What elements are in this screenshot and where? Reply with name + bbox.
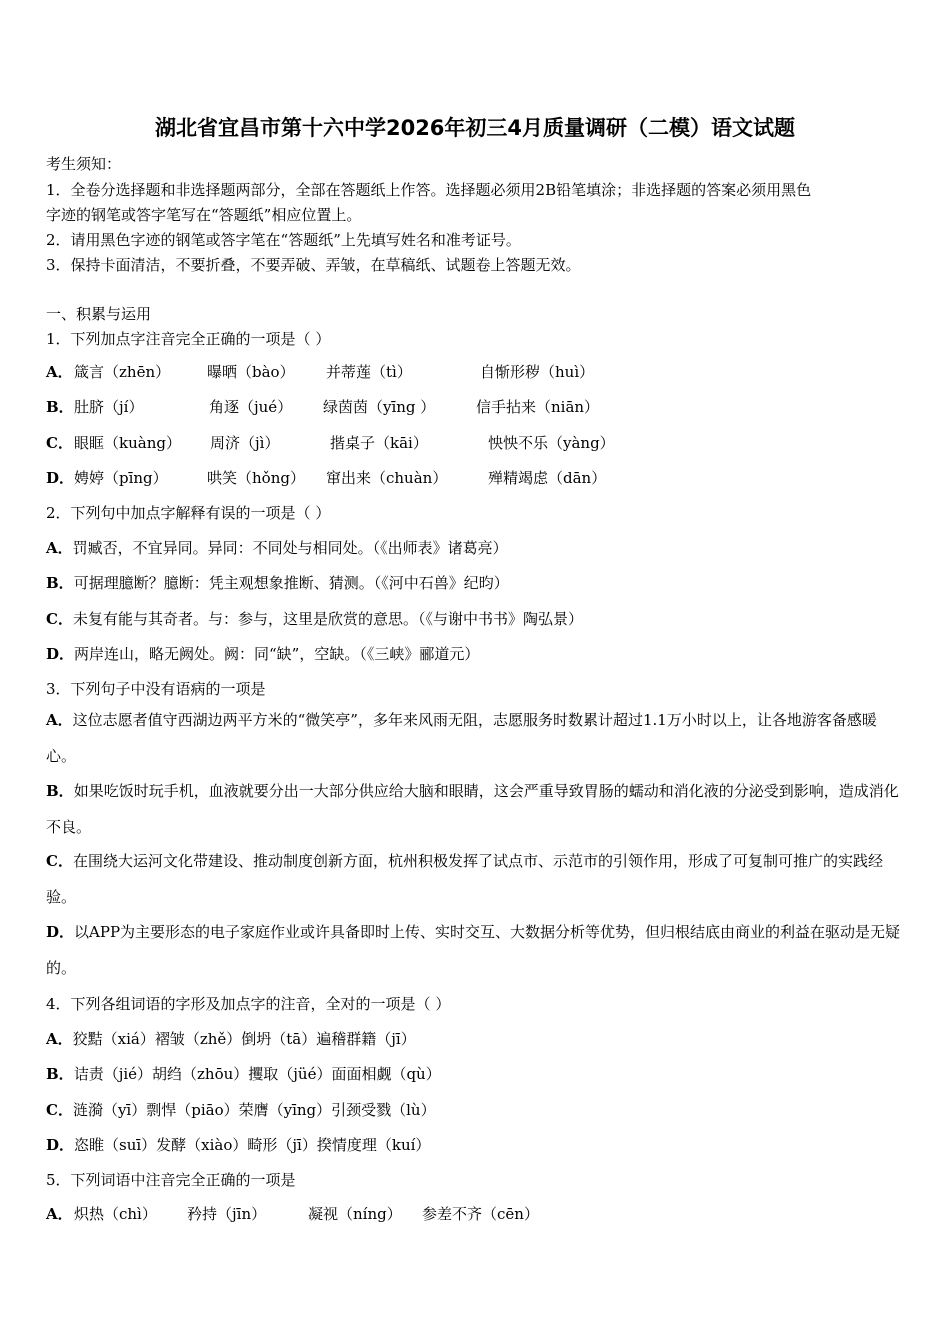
- q1-b-letter: B．: [46, 398, 74, 416]
- option-letter: D．: [46, 1136, 75, 1154]
- page-title: 湖北省宜昌市第十六中学2026年初三4月质量调研（二模）语文试题: [154, 116, 796, 140]
- q1-c-letter: C．: [46, 434, 73, 452]
- option-letter: B．: [46, 782, 74, 800]
- option-text: 狡黠（xiá）褶皱（zhě）倒坍（tā）遍稽群籍（jī）: [72, 1030, 416, 1048]
- q3-option-c: [46, 843, 906, 915]
- option-letter: A．: [46, 539, 73, 557]
- q1-d-word-1: 娉婷（pīng）: [74, 469, 168, 487]
- option-text: 可据理臆断？臆断：凭主观想象推断、猜测。（《河中石兽》纪昀）: [73, 574, 509, 592]
- q3-option-d: [46, 914, 906, 986]
- option-letter: D．: [46, 923, 75, 941]
- q4-option-b: [46, 1063, 441, 1084]
- q1-option-a: [46, 361, 595, 382]
- q1-stem: 1．下列加点字注音完全正确的一项是（ ）: [46, 330, 331, 348]
- q1-b-word-2: 角逐（jué）: [209, 398, 293, 416]
- option-letter: C．: [46, 1101, 73, 1119]
- option-letter: D．: [46, 645, 75, 663]
- q4-option-d: [46, 1134, 430, 1155]
- q5-a-word-4: 参差不齐（cēn）: [422, 1205, 539, 1223]
- q1-c-word-1: 眼眶（kuàng）: [74, 434, 181, 452]
- notice-item-3: 3．保持卡面清洁，不要折叠，不要弄破、弄皱，在草稿纸、试题卷上答题无效。: [46, 256, 581, 274]
- q1-b-word-1: 肚脐（jí）: [74, 398, 144, 416]
- option-letter: A．: [46, 711, 73, 729]
- notice-item-1: 1．全卷分选择题和非选择题两部分，全部在答题纸上作答。选择题必须用2B铅笔填涂；非选择题的答案必须用黑色: [46, 181, 812, 199]
- q1-c-word-4: 怏怏不乐（yàng）: [488, 434, 615, 452]
- q2-option-b: [46, 572, 509, 593]
- q1-d-word-3: 窜出来（chuàn）: [326, 469, 448, 487]
- q1-b-word-3: 绿茵茵（yīng ）: [323, 398, 436, 416]
- q1-b-word-4: 信手拈来（niān）: [476, 398, 600, 416]
- notice-item-2: 2．请用黑色字迹的钢笔或答字笔在“答题纸”上先填写姓名和准考证号。: [46, 231, 521, 249]
- q1-option-d: [46, 467, 607, 488]
- option-text: 未复有能与其奇者。与：参与，这里是欣赏的意思。（《与谢中书书》陶弘景）: [72, 610, 583, 628]
- option-text: 恣睢（suī）发酵（xiào）畸形（jī）揆情度理（kuí）: [74, 1136, 431, 1154]
- q1-option-c: [46, 432, 615, 453]
- q1-a-word-1: 箴言（zhēn）: [74, 363, 171, 381]
- q2-stem: 2．下列句中加点字解释有误的一项是（ ）: [46, 504, 331, 522]
- option-text: 这位志愿者值守西湖边两平方米的“微笑亭”，多年来风雨无阻，志愿服务时数累计超过1.1万小时以上，让各地游客备感暖心。: [46, 711, 877, 765]
- option-letter: B．: [46, 1065, 74, 1083]
- option-text: 罚臧否，不宜异同。异同：不同处与相同处。（《出师表》诸葛亮）: [72, 539, 508, 557]
- q1-d-word-2: 哄笑（hǒng）: [207, 469, 305, 487]
- q5-stem: 5．下列词语中注音完全正确的一项是: [46, 1171, 296, 1189]
- option-text: 两岸连山，略无阙处。阙：同“缺”，空缺。（《三峡》郦道元）: [74, 645, 480, 663]
- q1-a-word-4: 自惭形秽（huì）: [480, 363, 595, 381]
- q1-c-word-2: 周济（jì）: [210, 434, 280, 452]
- option-letter: B．: [46, 574, 74, 592]
- q1-a-letter: A．: [46, 363, 73, 381]
- q4-stem: 4．下列各组词语的字形及加点字的注音，全对的一项是（ ）: [46, 995, 451, 1013]
- option-letter: A．: [46, 1030, 73, 1048]
- q1-d-word-4: 殚精竭虑（dān）: [488, 469, 607, 487]
- section-heading: 一、积累与运用: [46, 305, 152, 323]
- q5-option-a: [46, 1203, 539, 1224]
- q1-c-word-3: 揩桌子（kāi）: [330, 434, 428, 452]
- option-text: 以APP为主要形态的电子家庭作业或许具备即时上传、实时交互、大数据分析等优势，但归根结底由商业的利益在驱动是无疑的。: [46, 923, 901, 977]
- q1-a-word-2: 曝晒（bào）: [207, 363, 295, 381]
- option-text: 诘责（jié）胡绉（zhōu）攫取（jüé）面面相觑（qù）: [73, 1065, 441, 1083]
- q2-option-d: [46, 643, 479, 664]
- option-text: 涟漪（yī）剽悍（piāo）荣膺（yīng）引颈受戮（lù）: [72, 1101, 436, 1119]
- q3-stem: 3．下列句子中没有语病的一项是: [46, 680, 266, 698]
- option-letter: C．: [46, 610, 73, 628]
- q4-option-a: [46, 1028, 416, 1049]
- notice-heading: 考生须知：: [46, 155, 122, 173]
- q5-a-word-1: 炽热（chì）: [74, 1205, 157, 1223]
- q4-option-c: [46, 1099, 436, 1120]
- option-text: 在围绕大运河文化带建设、推动制度创新方面，杭州积极发挥了试点市、示范市的引领作用，形成了可复制可推广的实践经验。: [46, 852, 883, 906]
- q5-a-word-3: 凝视（níng）: [308, 1205, 402, 1223]
- q1-option-b: [46, 396, 600, 417]
- q2-option-a: [46, 537, 508, 558]
- option-letter: C．: [46, 852, 73, 870]
- q2-option-c: [46, 608, 583, 629]
- q3-option-a: [46, 702, 906, 774]
- q3-option-b: [46, 773, 906, 845]
- notice-item-1-cont: 字迹的钢笔或答字笔写在“答题纸”相应位置上。: [46, 206, 362, 224]
- q5-a-letter: A．: [46, 1205, 73, 1223]
- q1-d-letter: D．: [46, 469, 75, 487]
- q5-a-word-2: 矜持（jīn）: [187, 1205, 267, 1223]
- q1-a-word-3: 并蒂莲（tì）: [326, 363, 412, 381]
- option-text: 如果吃饭时玩手机，血液就要分出一大部分供应给大脑和眼睛，这会严重导致胃肠的蠕动和消化液的分泌受到影响，造成消化不良。: [46, 782, 899, 836]
